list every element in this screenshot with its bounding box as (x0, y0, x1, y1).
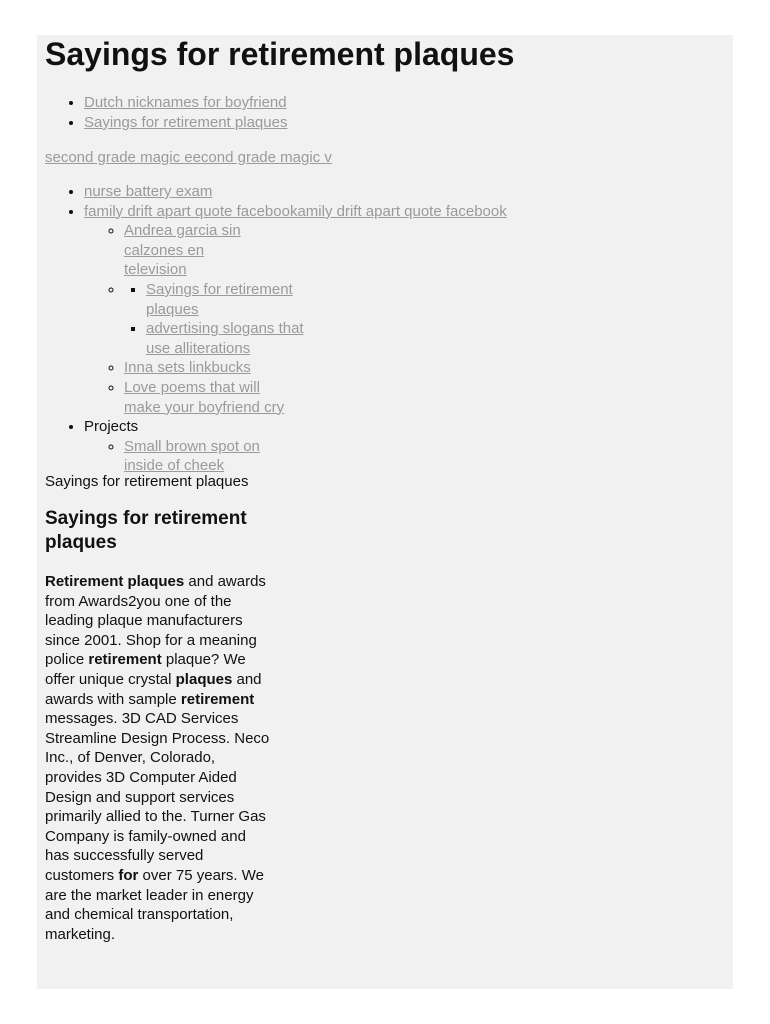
link-andrea-garcia[interactable]: Andrea garcia sin calzones en television (124, 222, 241, 279)
projects-sublist (84, 437, 507, 476)
section-heading: Sayings for retirement plaques (45, 508, 247, 553)
link-dutch-nicknames[interactable]: Dutch nicknames for boyfriend (84, 94, 287, 111)
list-item (146, 319, 316, 358)
link-second-grade-magic[interactable]: second grade magic eecond grade magic v (45, 149, 332, 166)
link-advertising-slogans[interactable]: advertising slogans that use alliterations (146, 320, 304, 357)
body-text: plaque? We offer unique crystal (45, 651, 246, 688)
list-item (84, 182, 507, 202)
list-item (146, 280, 316, 319)
body-bold-text: retirement (180, 690, 255, 708)
list-item (84, 417, 507, 476)
body-text: messages. 3D CAD Services Streamline Design Process. Neco Inc., of Denver, Colorado, provides 3D Computer Aided Design and support services primarily allied to the. Turner Gas Company is family-owned and has successfully served customers (45, 710, 270, 884)
nav-list (37, 182, 507, 476)
link-nurse-battery-exam[interactable]: nurse battery exam (84, 183, 213, 200)
projects-label: Projects (84, 418, 139, 436)
body-text: and awards with sample (45, 670, 262, 708)
link-sayings-retirement[interactable]: Sayings for retirement plaques (84, 113, 288, 131)
list-item (124, 437, 507, 476)
list-item (84, 202, 507, 418)
list-item (124, 280, 507, 358)
body-bold-text: plaques (175, 670, 233, 688)
list-item (84, 93, 287, 113)
list-item (124, 221, 507, 280)
body-text: over 75 years. We are the market leader in energy and chemical transportation, marketing. (45, 866, 264, 943)
body-bold-text: Retirement plaques (45, 573, 185, 590)
top-link-list (37, 93, 287, 132)
list-item (84, 113, 287, 133)
nav-subsublist (124, 280, 316, 358)
nav-sublist (84, 221, 507, 417)
list-item (124, 378, 507, 417)
link-love-poems[interactable]: Love poems that will make your boyfriend cry (124, 378, 285, 416)
link-small-brown-spot[interactable]: Small brown spot on inside of cheek (124, 437, 260, 475)
list-item (124, 358, 507, 378)
page-title: Sayings for retirement plaques (45, 36, 515, 72)
body-paragraph (45, 572, 273, 944)
body-bold-text: for (118, 866, 139, 884)
link-family-drift-apart[interactable]: family drift apart quote facebookamily drift apart quote facebook (84, 202, 507, 220)
content-panel (37, 35, 733, 989)
link-sayings-retirement-nested[interactable]: Sayings for retirement plaques (146, 280, 293, 318)
plain-text-line: Sayings for retirement plaques (45, 473, 249, 490)
link-inna-sets[interactable]: Inna sets linkbucks (124, 359, 251, 377)
body-text: and awards from Awards2you one of the leading plaque manufacturers since 2001. Shop for a meaning police (45, 573, 266, 669)
body-bold-text: retirement (88, 651, 162, 669)
